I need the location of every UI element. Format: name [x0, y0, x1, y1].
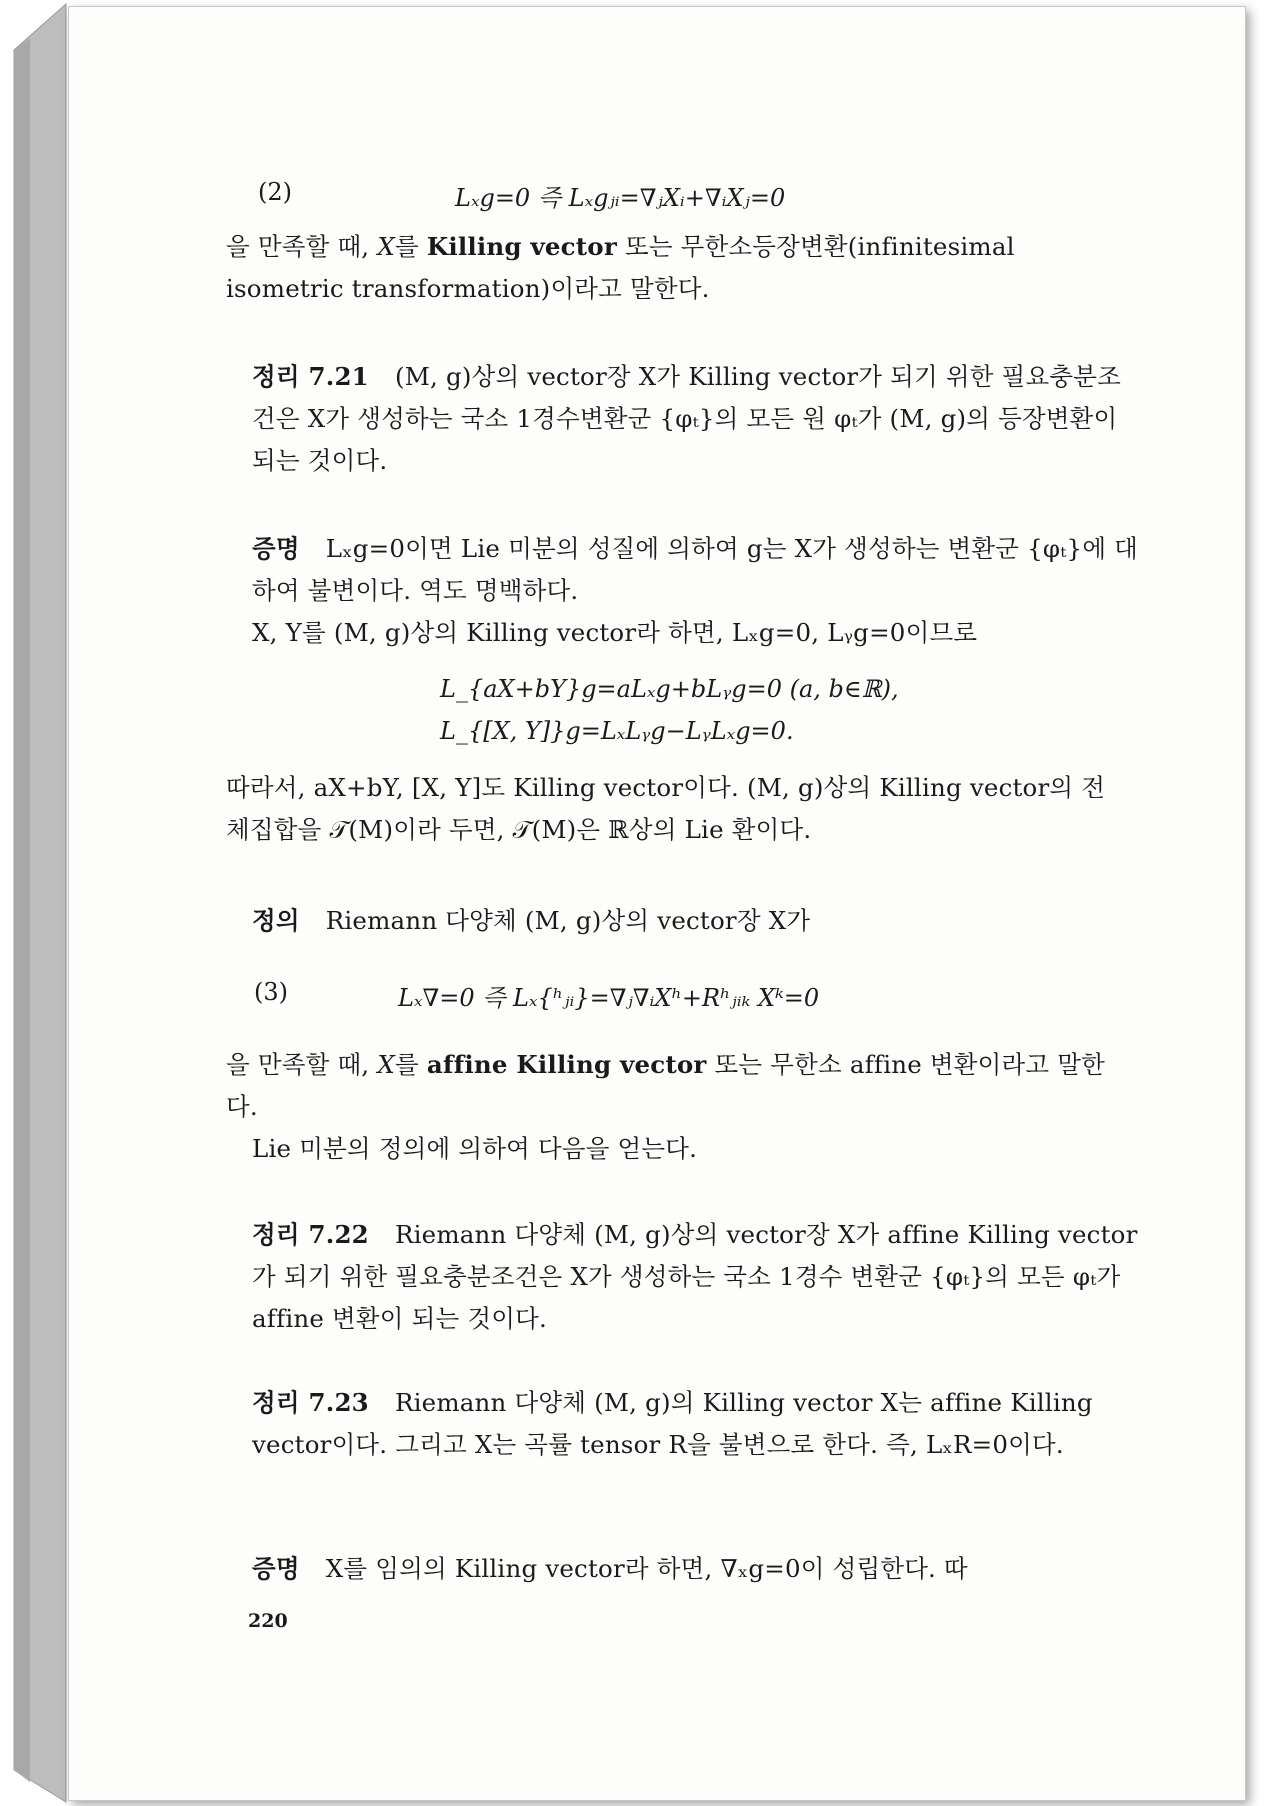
equation-lie-linear: L_{aX+bY}g=aLₓg+bLᵧg=0 (a, b∈ℝ), [440, 675, 899, 703]
proof-7-21-label: 증명 [252, 534, 300, 563]
page-number: 220 [248, 1610, 288, 1632]
equation-3: Lₓ∇=0 즉 Lₓ{ʰⱼᵢ}=∇ⱼ∇ᵢXʰ+Rʰⱼᵢₖ Xᵏ=0 [398, 984, 820, 1012]
proof-7-21-text: Lₓg=0이면 Lie 미분의 성질에 의하여 g는 X가 생성하는 변환군 {φₜ}에 대하여 불변이다. 역도 명백하다. [252, 534, 1139, 605]
equation-lie-bracket: L_{[X, Y]}g=LₓLᵧg−LᵧLₓg=0. [440, 717, 794, 745]
theorem-7-23-text: Riemann 다양체 (M, g)의 Killing vector X는 affine Killing vector이다. 그리고 X는 곡률 tensor R을 불변으로 한다. 즉, LₓR=0이다. [252, 1388, 1093, 1459]
killing-vector-term: Killing vector [426, 232, 617, 261]
proof-7-21 [226, 528, 1140, 612]
theorem-7-22 [226, 1214, 1140, 1340]
killing-definition-x: X [377, 232, 395, 261]
affine-definition-rest: 또는 무한소 affine 변환이라고 말한다. [226, 1050, 1105, 1121]
theorem-7-23 [226, 1382, 1140, 1466]
affine-killing-term: affine Killing vector [426, 1050, 707, 1079]
theorem-7-23-label: 정리 7.23 [252, 1388, 369, 1417]
proof-7-21-line2: X, Y를 (M, g)상의 Killing vector라 하면, Lₓg=0, Lᵧg=0이므로 [252, 618, 978, 647]
affine-definition-line2: Lie 미분의 정의에 의하여 다음을 얻는다. [252, 1134, 698, 1163]
definition-affine-label: 정의 [252, 906, 300, 935]
affine-killing-definition [226, 1044, 1114, 1128]
affine-definition-reul: 를 [394, 1050, 419, 1079]
equation-number-3: (3) [254, 978, 288, 1006]
equation-number-2: (2) [258, 178, 292, 206]
theorem-7-21-text: (M, g)상의 vector장 X가 Killing vector가 되기 위한 필요충분조건은 X가 생성하는 국소 1경수변환군 {φₜ}의 모든 원 φₜ가 (M, g)의 등장변환이 되는 것이다. [252, 362, 1121, 475]
theorem-7-21 [226, 356, 1140, 482]
killing-definition-lead: 을 만족할 때, [226, 232, 370, 261]
proof-7-21-conclusion: 따라서, aX+bY, [X, Y]도 Killing vector이다. (M, g)상의 Killing vector의 전체집합을 𝒯(M)이라 두면, 𝒯(M)은 ℝ상의 Lie 환이다. [226, 773, 1106, 844]
killing-definition-reul: 를 [394, 232, 419, 261]
equation-2: Lₓg=0 즉 Lₓgⱼᵢ=∇ⱼXᵢ+∇ᵢXⱼ=0 [455, 184, 786, 212]
affine-definition-lead: 을 만족할 때, [226, 1050, 370, 1079]
proof-7-23-label: 증명 [252, 1554, 300, 1583]
definition-affine-text: Riemann 다양체 (M, g)상의 vector장 X가 [325, 906, 811, 935]
proof-7-23 [226, 1548, 1140, 1590]
theorem-7-22-text: Riemann 다양체 (M, g)상의 vector장 X가 affine Killing vector가 되기 위한 필요충분조건은 X가 생성하는 국소 1경수 변환군 {φₜ}의 모든 φₜ가 affine 변환이 되는 것이다. [252, 1220, 1138, 1333]
theorem-7-21-label: 정리 7.21 [252, 362, 369, 391]
affine-definition-x: X [377, 1050, 395, 1079]
definition-affine [226, 900, 1140, 942]
killing-definition-rest: 또는 무한소등장변환(infinitesimal isometric transformation)이라고 말한다. [226, 232, 1015, 303]
killing-definition [226, 226, 1114, 310]
theorem-7-22-label: 정리 7.22 [252, 1220, 369, 1249]
proof-7-23-text: X를 임의의 Killing vector라 하면, ∇ₓg=0이 성립한다. 따 [325, 1554, 968, 1583]
